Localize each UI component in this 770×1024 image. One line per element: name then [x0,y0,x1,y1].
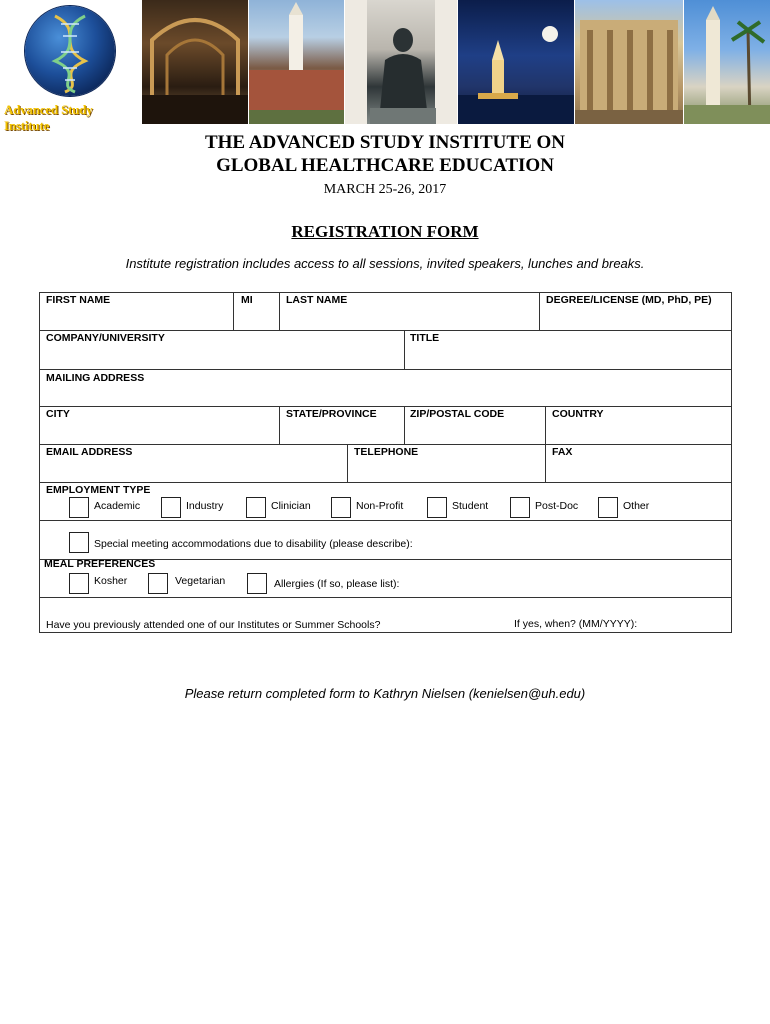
option-student-label: Student [452,500,489,512]
row-divider [40,597,731,598]
checkbox-allergies[interactable] [247,573,267,594]
previous-attendance-date-field[interactable]: If yes, when? (MM/YYYY): [514,618,638,630]
checkbox-student[interactable] [427,497,447,518]
title-field[interactable]: TITLE [410,332,440,344]
degree-license-field[interactable]: DEGREE/LICENSE (MD, PhD, PE) [546,294,712,306]
cell-divider [404,330,405,369]
company-university-field[interactable]: COMPANY/UNIVERSITY [46,332,165,344]
checkbox-vegetarian[interactable] [148,573,168,594]
country-field[interactable]: COUNTRY [552,408,604,420]
library-interior-photo [142,0,248,124]
row-divider [40,482,731,483]
globe-icon [25,6,115,96]
middle-initial-field[interactable]: MI [241,294,253,306]
option-other-label: Other [623,500,650,512]
row-divider [40,520,731,521]
cell-divider [347,444,348,482]
option-vegetarian-label: Vegetarian [175,575,226,587]
state-province-field[interactable]: STATE/PROVINCE [286,408,377,420]
previous-attendance-question[interactable]: Have you previously attended one of our Institutes or Summer Schools? [46,619,381,631]
employment-type-label: EMPLOYMENT TYPE [46,484,151,496]
clock-tower-palms-photo [684,0,770,124]
meal-preferences-label: MEAL PREFERENCES [44,558,156,570]
logo-text: Advanced Study Institute [4,102,93,133]
maiden-tower-night-photo [458,0,574,124]
clock-tower-campus-photo [249,0,344,124]
option-post-doc-label: Post-Doc [535,500,579,512]
option-academic-label: Academic [94,500,141,512]
first-name-field[interactable]: FIRST NAME [46,294,111,306]
return-instructions: Please return completed form to Kathryn Nielsen (kenielsen@uh.edu) [184,686,586,701]
dna-helix-icon [25,6,115,96]
page-title-line2: GLOBAL HEALTHCARE EDUCATION [216,155,554,176]
seated-statue-photo [345,0,457,124]
checkbox-clinician[interactable] [246,497,266,518]
special-accommodations-label: Special meeting accommodations due to disability (please describe): [94,538,413,550]
celsus-library-photo [575,0,683,124]
cell-divider [539,293,540,330]
cell-divider [279,293,280,330]
checkbox-other[interactable] [598,497,618,518]
event-date: MARCH 25-26, 2017 [323,182,447,197]
header-banner [0,0,770,133]
row-divider [40,369,731,370]
registration-form [39,292,732,633]
institute-logo [0,0,140,133]
cell-divider [545,444,546,482]
checkbox-industry[interactable] [161,497,181,518]
form-title: REGISTRATION FORM [291,222,479,241]
checkbox-kosher[interactable] [69,573,89,594]
fax-field[interactable]: FAX [552,446,573,458]
intro-text: Institute registration includes access to all sessions, invited speakers, lunches and breaks. [125,256,645,271]
option-industry-label: Industry [186,500,224,512]
mailing-address-field[interactable]: MAILING ADDRESS [46,372,145,384]
option-allergies-label: Allergies (If so, please list): [274,578,400,590]
cell-divider [233,293,234,330]
row-divider [40,406,731,407]
option-kosher-label: Kosher [94,575,128,587]
checkbox-non-profit[interactable] [331,497,351,518]
checkbox-special-accommodations[interactable] [69,532,89,553]
cell-divider [545,406,546,444]
checkbox-post-doc[interactable] [510,497,530,518]
cell-divider [404,406,405,444]
email-address-field[interactable]: EMAIL ADDRESS [46,446,133,458]
telephone-field[interactable]: TELEPHONE [354,446,419,458]
zip-postal-code-field[interactable]: ZIP/POSTAL CODE [410,408,505,420]
moon-icon [542,26,558,42]
option-non-profit-label: Non-Profit [356,500,404,512]
option-clinician-label: Clinician [271,500,311,512]
city-field[interactable]: CITY [46,408,70,420]
row-divider [40,330,731,331]
row-divider [40,444,731,445]
checkbox-academic[interactable] [69,497,89,518]
cell-divider [279,406,280,444]
last-name-field[interactable]: LAST NAME [286,294,348,306]
page-title-line1: THE ADVANCED STUDY INSTITUTE ON [204,132,566,153]
